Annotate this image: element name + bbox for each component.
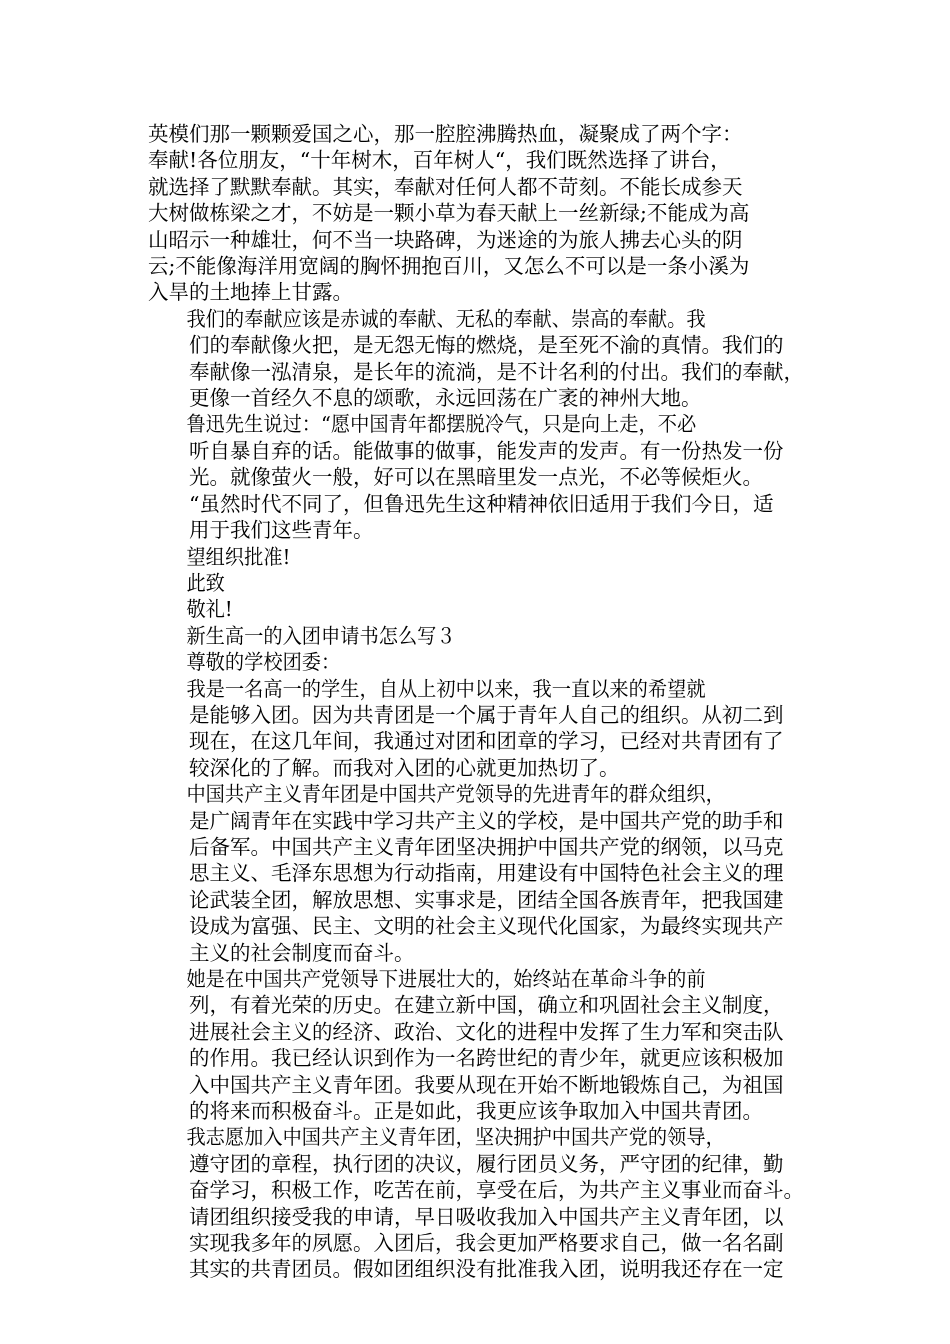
text-line: 实现我多年的夙愿。入团后，我会更加严格要求自己，做一名名副 bbox=[189, 1231, 784, 1256]
text-line: 列，有着光荣的历史。在建立新中国，确立和巩固社会主义制度， bbox=[189, 993, 784, 1018]
paragraph bbox=[148, 781, 808, 966]
text-line: 我是一名高一的学生，自从上初中以来，我一直以来的希望就 bbox=[186, 676, 706, 701]
text-line: 奋学习，积极工作，吃苦在前，享受在后，为共产主义事业而奋斗。 bbox=[189, 1178, 804, 1203]
text-line: 尊敬的学校团委： bbox=[186, 650, 341, 675]
text-line: 鲁迅先生说过：“愿中国青年都摆脱冷气，只是向上走，不必 bbox=[186, 412, 697, 437]
text-line: 较深化的了解。而我对入团的心就更加热切了。 bbox=[189, 755, 620, 780]
text-line: 山昭示一种雄壮，何不当一块路碑，为迷途的为旅人拂去心头的阴 bbox=[148, 227, 743, 252]
text-line: 我们的奉献应该是赤诚的奉献、无私的奉献、崇高的奉献。我 bbox=[186, 306, 706, 331]
text-line: 的作用。我已经认识到作为一名跨世纪的青少年，就更应该积极加 bbox=[189, 1046, 784, 1071]
text-line: 的将来而积极奋斗。正是如此，我更应该争取加入中国共青团。 bbox=[189, 1099, 763, 1124]
paragraph bbox=[148, 596, 808, 622]
text-line: 听自暴自弃的话。能做事的做事，能发声的发声。有一份热发一份 bbox=[189, 438, 784, 463]
text-line: 其实的共青团员。假如团组织没有批准我入团，说明我还存在一定 bbox=[189, 1257, 784, 1282]
text-line: 思主义、毛泽东思想为行动指南，用建设有中国特色社会主义的理 bbox=[189, 861, 784, 886]
text-line: 更像一首经久不息的颂歌，永远回荡在广袤的神州大地。 bbox=[189, 386, 702, 411]
text-line: 是能够入团。因为共青团是一个属于青年人自己的组织。从初二到 bbox=[189, 702, 784, 727]
text-line: 光。就像萤火一般，好可以在黑暗里发一点光，不必等候炬火。 bbox=[189, 465, 763, 490]
text-line: 后备军。中国共产主义青年团坚决拥护中国共产党的纲领，以马克 bbox=[189, 834, 784, 859]
text-line: 用于我们这些青年。 bbox=[189, 518, 374, 543]
text-line: 云;不能像海洋用宽阔的胸怀拥抱百川，又怎么不可以是一条小溪为 bbox=[148, 254, 750, 279]
text-line: 就选择了默默奉献。其实，奉献对任何人都不苛刻。不能长成参天 bbox=[148, 174, 743, 199]
text-line: 大树做栋梁之才，不妨是一颗小草为春天献上一丝新绿;不能成为高 bbox=[148, 201, 750, 226]
text-line: 论武装全团，解放思想、实事求是，团结全国各族青年，把我国建 bbox=[189, 887, 784, 912]
text-line: 设成为富强、民主、文明的社会主义现代化国家，为最终实现共产 bbox=[189, 914, 784, 939]
text-line: 奉献!各位朋友，“十年树木，百年树人“，我们既然选择了讲台， bbox=[148, 148, 731, 173]
paragraph bbox=[148, 411, 808, 543]
paragraph bbox=[148, 1124, 808, 1282]
text-line: 们的奉献像火把，是无怨无悔的燃烧，是至死不渝的真情。我们的 bbox=[189, 333, 784, 358]
text-line: 现在，在这几年间，我通过对团和团章的学习，已经对共青团有了 bbox=[189, 729, 784, 754]
text-line: 入旱的土地捧上甘露。 bbox=[148, 280, 353, 305]
text-line: 此致 bbox=[186, 570, 225, 595]
paragraph bbox=[148, 649, 808, 675]
text-line: 主义的社会制度而奋斗。 bbox=[189, 940, 415, 965]
paragraph bbox=[148, 623, 808, 649]
paragraph bbox=[148, 306, 808, 412]
text-line: 敬礼! bbox=[186, 597, 233, 622]
text-line: “虽然时代不同了，但鲁迅先生这种精神依旧适用于我们今日，适 bbox=[189, 491, 774, 516]
text-line: 请团组织接受我的申请，早日吸收我加入中国共产主义青年团，以 bbox=[189, 1204, 784, 1229]
text-line: 遵守团的章程，执行团的决议，履行团员义务，严守团的纪律，勤 bbox=[189, 1151, 784, 1176]
text-line: 奉献像一泓清泉，是长年的流淌，是不计名利的付出。我们的奉献， bbox=[189, 359, 804, 384]
text-line: 入中国共产主义青年团。我要从现在开始不断地锻炼自己，为祖国 bbox=[189, 1072, 784, 1097]
text-line: 新生高一的入团申请书怎么写３ bbox=[186, 623, 456, 648]
document-page bbox=[148, 121, 808, 1283]
paragraph bbox=[148, 966, 808, 1124]
paragraph bbox=[148, 676, 808, 782]
text-line: 我志愿加入中国共产主义青年团，坚决拥护中国共产党的领导， bbox=[186, 1125, 725, 1150]
text-line: 望组织批准! bbox=[186, 544, 291, 569]
text-line: 中国共产主义青年团是中国共产党领导的先进青年的群众组织， bbox=[186, 782, 725, 807]
text-line: 进展社会主义的经济、政治、文化的进程中发挥了生力军和突击队 bbox=[189, 1019, 784, 1044]
paragraph bbox=[148, 570, 808, 596]
text-line: 她是在中国共产党领导下进展壮大的，始终站在革命斗争的前 bbox=[186, 967, 706, 991]
paragraph bbox=[148, 544, 808, 570]
text-line: 英模们那一颗颗爱国之心，那一腔腔沸腾热血，凝聚成了两个字： bbox=[148, 122, 743, 146]
paragraph bbox=[148, 121, 808, 306]
text-line: 是广阔青年在实践中学习共产主义的学校，是中国共产党的助手和 bbox=[189, 808, 784, 833]
